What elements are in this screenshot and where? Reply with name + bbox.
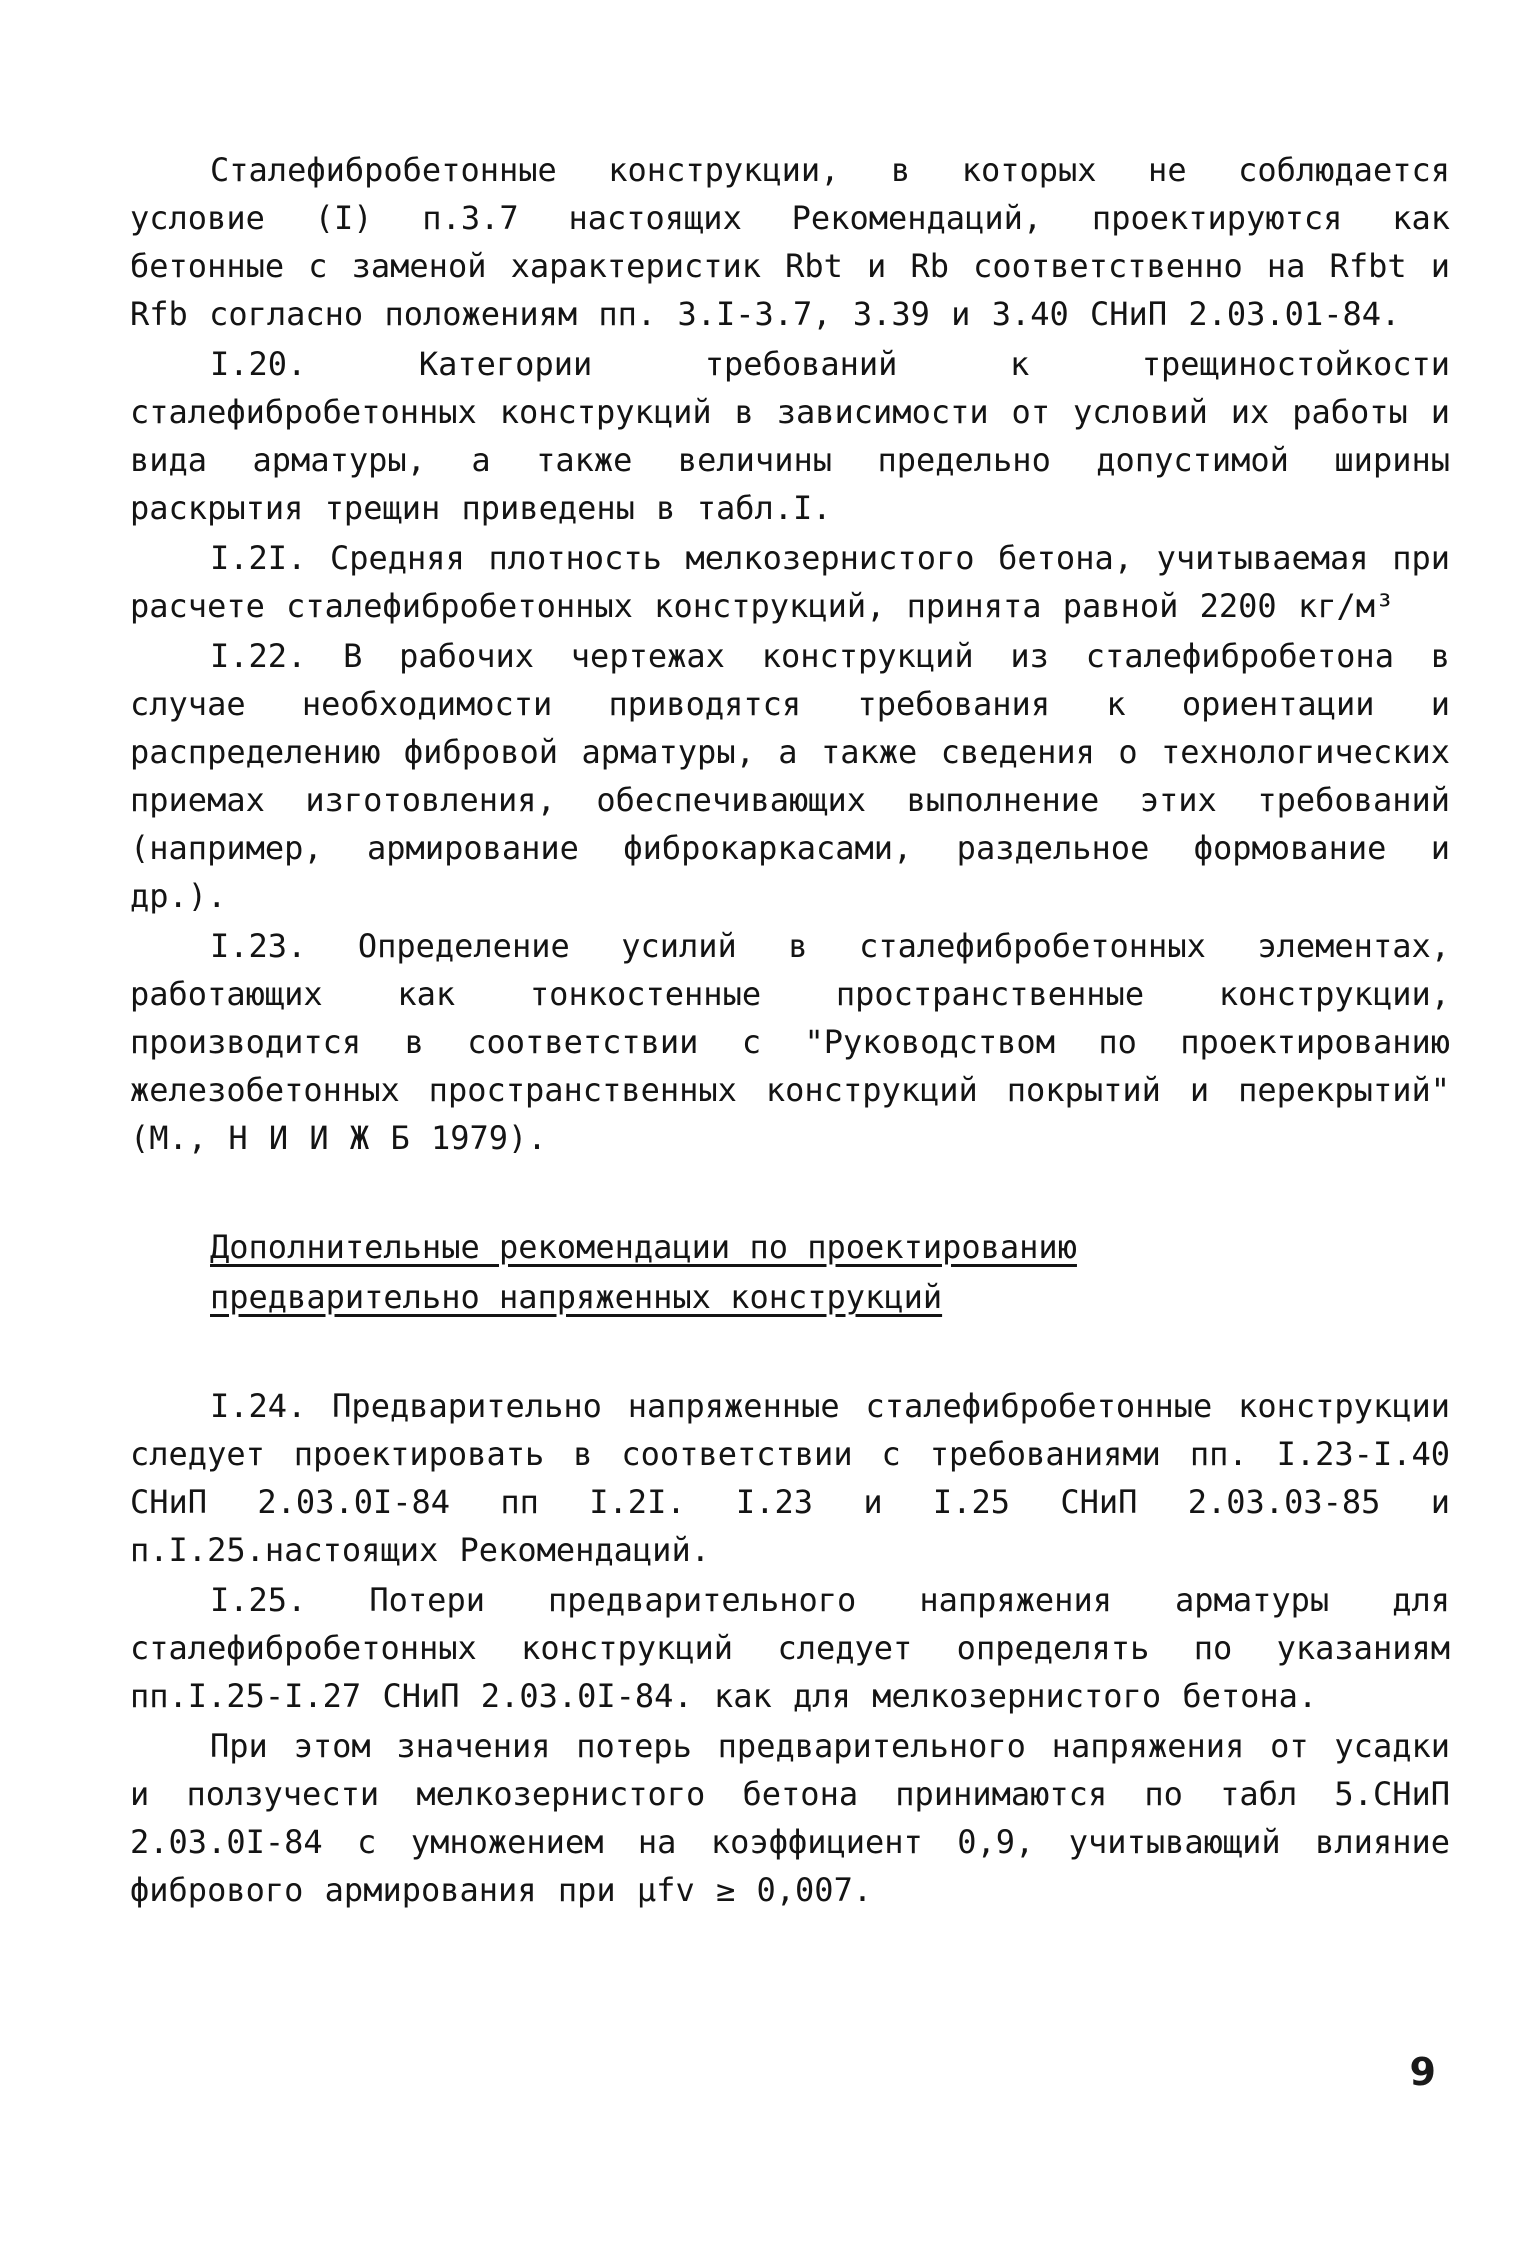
- paragraph-1-22: I.22. В рабочих чертежах конструкций из сталефибробетона в случае необходимости приводятся требования к ориентации и распределению фибровой арматуры, а также сведения о технологических приемах изготовления, обеспечивающих выполнение этих требований (например, армирование фиброкаркасами, раздельное формование и др.).: [130, 637, 1450, 915]
- section-heading: [210, 1222, 1450, 1322]
- section-heading-line-2: предварительно напряженных конструкций: [210, 1278, 943, 1316]
- page-content: [130, 146, 1450, 1916]
- paragraph-fiber-concrete-conditions: Сталефибробетонные конструкции, в которых не соблюдается условие (I) п.3.7 настоящих Рекомендаций, проектируются как бетонные с заменой характеристик Rbt и Rb соответственно на Rfbt и Rfb согласно положениям пп. 3.I-3.7, 3.39 и 3.40 СНиП 2.03.01-84.: [130, 151, 1450, 333]
- section-heading-line-1: Дополнительные рекомендации по проектированию: [210, 1228, 1077, 1266]
- page-number: 9: [1409, 2050, 1436, 2094]
- paragraph-1-23: I.23. Определение усилий в сталефибробетонных элементах, работающих как тонкостенные пространственные конструкции, производится в соответствии с "Руководством по проектированию железобетонных пространственных конструкций покрытий и перекрытий" (М., Н И И Ж Б 1979).: [130, 927, 1450, 1157]
- paragraph-losses-note: При этом значения потерь предварительного напряжения от усадки и ползучести мелкозернистого бетона принимаются по табл 5.СНиП 2.03.0I-84 с умножением на коэффициент 0,9, учитывающий влияние фибрового армирования при μfv ≥ 0,007.: [130, 1727, 1450, 1909]
- paragraph-1-21: I.2I. Средняя плотность мелкозернистого бетона, учитываемая при расчете сталефибробетонных конструкций, принята равной 2200 кг/м³: [130, 539, 1450, 625]
- paragraph-1-24: I.24. Предварительно напряженные сталефибробетонные конструкции следует проектировать в соответствии с требованиями пп. I.23-I.40 СНиП 2.03.0I-84 пп I.2I. I.23 и I.25 СНиП 2.03.03-85 и п.I.25.настоящих Рекомендаций.: [130, 1387, 1450, 1569]
- paragraph-1-20: I.20. Категории требований к трещиностойкости сталефибробетонных конструкций в зависимости от условий их работы и вида арматуры, а также величины предельно допустимой ширины раскрытия трещин приведены в табл.I.: [130, 345, 1450, 527]
- paragraph-1-25: I.25. Потери предварительного напряжения арматуры для сталефибробетонных конструкций следует определять по указаниям пп.I.25-I.27 СНиП 2.03.0I-84. как для мелкозернистого бетона.: [130, 1581, 1450, 1715]
